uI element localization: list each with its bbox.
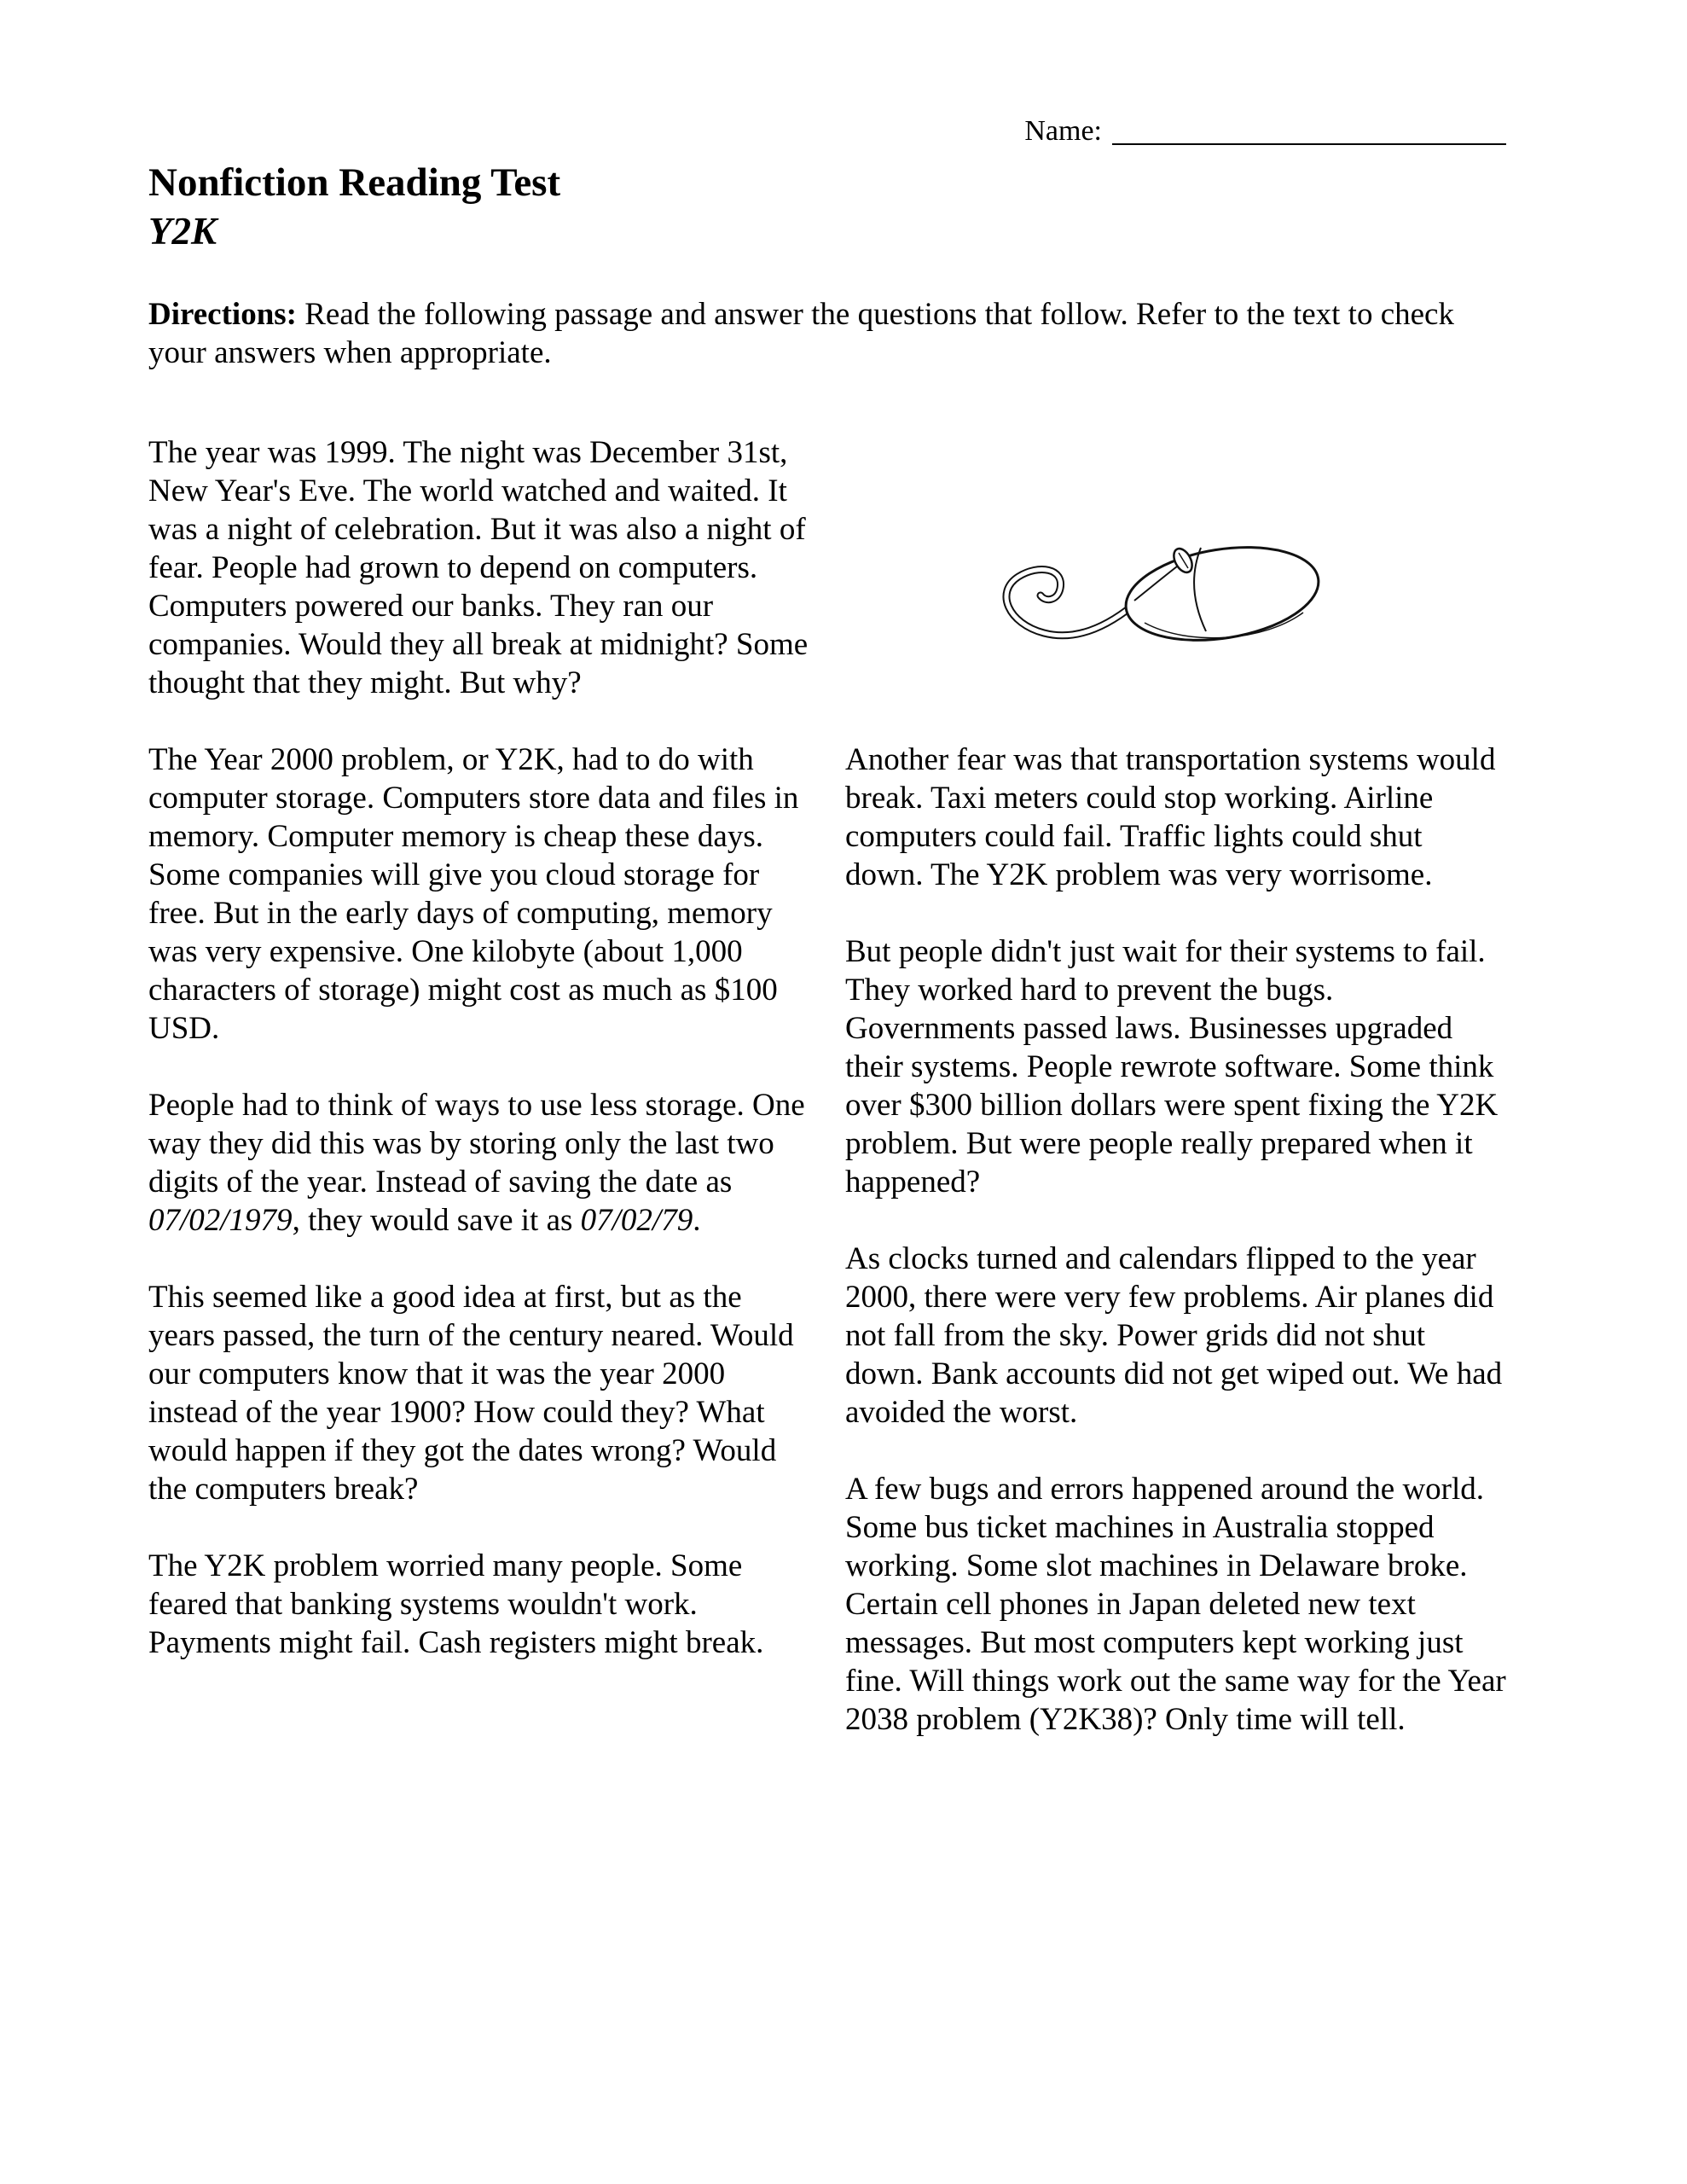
intro-section [148,433,1506,702]
passage-columns [148,741,1506,1739]
name-label: Name: [1024,115,1102,147]
page-title: Nonfiction Reading Test [148,160,561,205]
passage-paragraph: As clocks turned and calendars flipped to the year 2000, there were very few problems. Air planes did not fall from the sky. Power grids did not shut down. Bank accounts did not get wiped out. We had avoided the worst. [845,1241,1503,1430]
passage-paragraph: The Y2K problem worried many people. Some feared that banking systems wouldn't work. Payments might fail. Cash registers might break. [148,1548,764,1660]
passage-paragraph: This seemed like a good idea at first, but as the years passed, the turn of the century neared. Would our computers know that it was the year 2000 instead of the year 1900? How could they? What would happen if they got the dates wrong? Would the computers break? [148,1280,794,1507]
passage-paragraph: The year was 1999. The night was December 31st, New Year's Eve. The world watched and waited. It was a night of celebration. But it was also a night of fear. People had grown to depend on computers. Computers powered our banks. They ran our companies. Would they all break at midnight? Some thought that they might. But why? [148,435,809,700]
paragraph-text: People had to think of ways to use less storage. One way they did this was by storing only the last two digits of the year. Instead of saving the date as [148,1088,805,1199]
passage-paragraph: The Year 2000 problem, or Y2K, had to do with computer storage. Computers store data and files in memory. Computer memory is cheap these days. Some companies will give you cloud storage for free. But in the early days of computing, memory was very expensive. One kilobyte (about 1,000 characters of storage) might cost as much as $100 USD. [148,742,799,1046]
figure-container [815,433,1506,702]
paragraph-text: , they would save it as [292,1203,581,1238]
left-column [148,741,815,1739]
name-line [148,111,1506,150]
passage-paragraph: Another fear was that transportation systems would break. Taxi meters could stop working. Airline computers could fail. Traffic lights could shut down. The Y2K problem was very worrisome. [845,742,1496,892]
page-subtitle: Y2K [148,210,217,253]
date-text: 07/02/79 [580,1203,693,1238]
passage-paragraph [148,1086,815,1240]
directions-paragraph [148,295,1506,372]
computer-mouse-icon [977,512,1344,682]
directions-text: Read the following passage and answer the questions that follow. Refer to the text to check your answers when appropriate. [148,297,1454,370]
name-blank-line [1112,143,1506,145]
paragraph-text: . [693,1203,701,1238]
passage-paragraph: A few bugs and errors happened around the world. Some bus ticket machines in Australia stopped working. Some slot machines in Delaware broke. Certain cell phones in Japan deleted new text messages. But most computers kept working just fine. Will things work out the same way for the Year 2038 problem (Y2K38)? Only time will tell. [845,1472,1506,1737]
intro-column [148,433,815,702]
right-column [845,741,1507,1739]
directions-label: Directions: [148,297,297,332]
passage-paragraph: But people didn't just wait for their systems to fail. They worked hard to prevent the bugs. Governments passed laws. Businesses upgraded their systems. People rewrote software. Some think over $300 billion dollars were spent fixing the Y2K problem. But were people really prepared when it happened? [845,934,1499,1199]
date-text: 07/02/1979 [148,1203,293,1238]
